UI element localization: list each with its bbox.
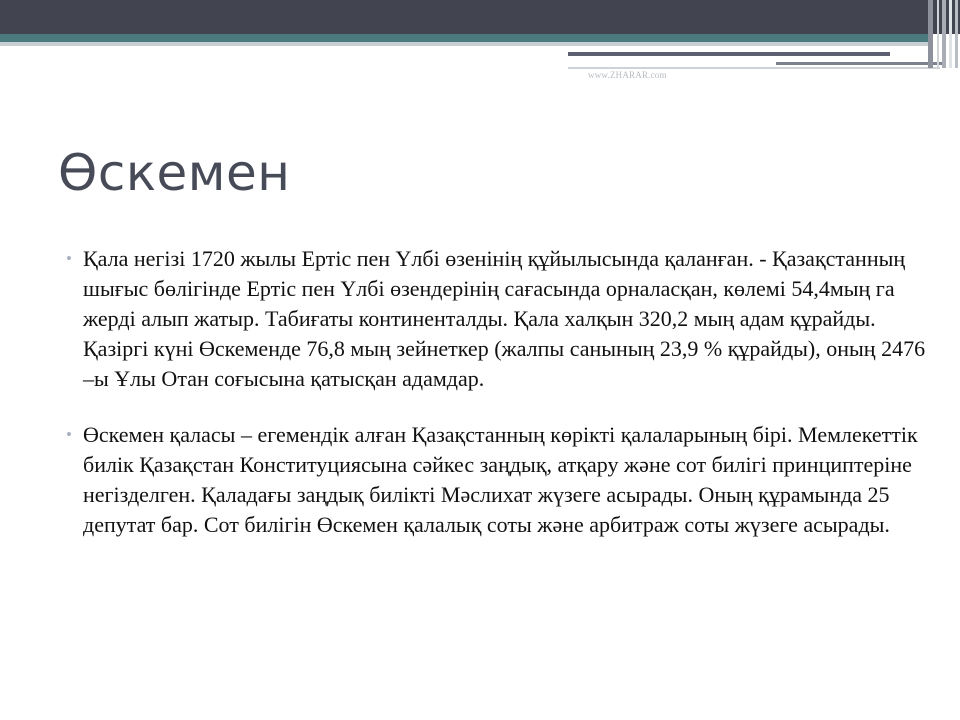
decor-line-3 — [568, 67, 940, 69]
slide-title: Өскемен — [58, 144, 291, 202]
decor-line-1 — [568, 52, 890, 56]
bullet-marker: • — [66, 249, 72, 268]
decor-line-2 — [776, 62, 944, 65]
header-divider — [0, 42, 930, 46]
slide-content — [66, 244, 926, 540]
bullet-text: Қала негізі 1720 жылы Ертіс пен Үлбі өзенінің құйылысында қаланған. - Қазақстанның шығыс бөлігінде Ертіс пен Үлбі өзендерінің сағасында орналасқан, көлемі 54,4мың га жерді алып жатыр. Табиғаты континенталды. Қала халқын 320,2 мың адам құрайды. Қазіргі күні Өскеменде 76,8 мың зейнеткер (жалпы санының 23,9 % құрайды), оның 2476 –ы Ұлы Отан соғысына қатысқан адамдар. — [83, 246, 926, 391]
bullet-text: Өскемен қаласы – егемендік алған Қазақстанның көрікті қалаларының бірі. Мемлекеттік билік Қазақстан Конституциясына сәйкес заңдық, атқару және сот билігі принциптеріне негізделген. Қаладағы заңдық билікті Мәслихат жүзеге асырады. Оның құрамында 25 депутат бар. Сот билігін Өскемен қалалық соты және арбитраж соты жүзеге асырады. — [83, 422, 918, 537]
corner-rails — [928, 0, 960, 68]
header-accent-strip — [0, 34, 930, 42]
bullet-item — [66, 420, 926, 540]
source-watermark: www.ZHARAR.com — [588, 70, 667, 80]
header-bar — [0, 0, 960, 34]
bullet-marker: • — [66, 425, 72, 444]
bullet-item — [66, 244, 926, 394]
